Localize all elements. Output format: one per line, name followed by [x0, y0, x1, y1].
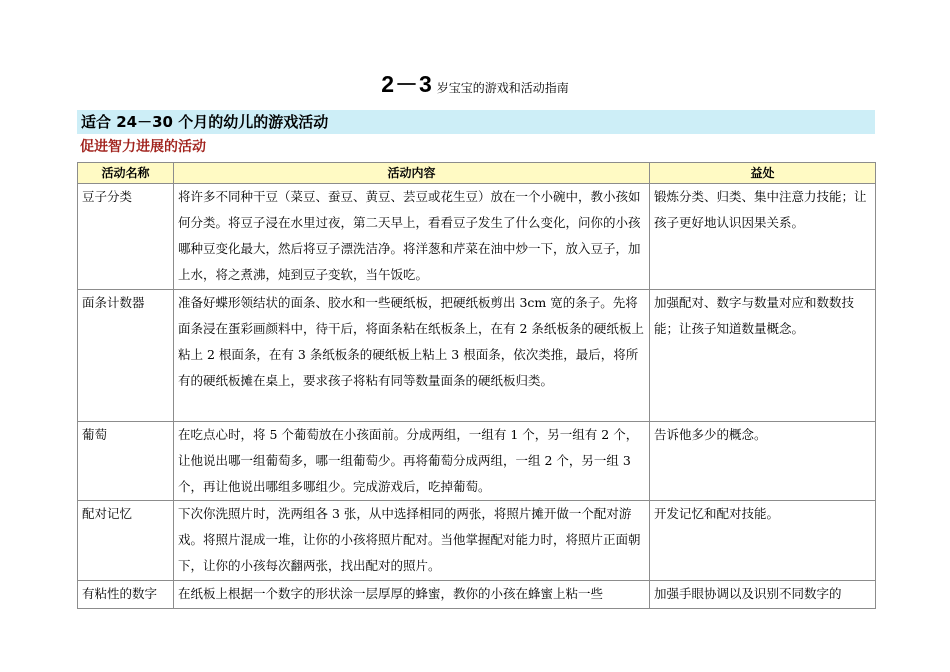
activity-name: 有粘性的数字 [78, 581, 174, 609]
title-subtitle: 岁宝宝的游戏和活动指南 [436, 81, 569, 95]
activity-benefit: 告诉他多少的概念。 [650, 422, 876, 501]
activity-benefit: 开发记忆和配对技能。 [650, 501, 876, 581]
title-number: 2－3 [381, 71, 433, 97]
table-row [78, 184, 876, 290]
table-row [78, 422, 876, 501]
activity-content: 下次你洗照片时，洗两组各 3 张，从中选择相同的两张，将照片摊开做一个配对游戏。将照片混成一堆，让你的小孩将照片配对。当他掌握配对能力时，将照片正面朝下，让你的小孩每次翻两张，找出配对的照片。 [174, 501, 650, 581]
table-row [78, 290, 876, 422]
activity-benefit: 锻炼分类、归类、集中注意力技能；让孩子更好地认识因果关系。 [650, 184, 876, 290]
activity-name: 豆子分类 [78, 184, 174, 290]
header-benefit: 益处 [650, 163, 876, 184]
page-title [0, 66, 950, 99]
activity-name: 面条计数器 [78, 290, 174, 422]
header-activity-name: 活动名称 [78, 163, 174, 184]
activity-table [77, 162, 876, 609]
activity-benefit: 加强配对、数字与数量对应和数数技能；让孩子知道数量概念。 [650, 290, 876, 422]
activity-content: 在吃点心时，将 5 个葡萄放在小孩面前。分成两组，一组有 1 个，另一组有 2 个，让他说出哪一组葡萄多，哪一组葡萄少。再将葡萄分成两组，一组 2 个，另一组 3 个，再让他说出哪组多哪组少。完成游戏后，吃掉葡萄。 [174, 422, 650, 501]
header-activity-content: 活动内容 [174, 163, 650, 184]
activity-name: 葡萄 [78, 422, 174, 501]
activity-name: 配对记忆 [78, 501, 174, 581]
table-row [78, 501, 876, 581]
activity-content: 准备好蝶形领结状的面条、胶水和一些硬纸板，把硬纸板剪出 3cm 宽的条子。先将面条浸在蛋彩画颜料中，待干后，将面条粘在纸板条上，在有 2 条纸板条的硬纸板上粘上 2 根面条，在有 3 条纸板条的硬纸板上粘上 3 根面条，依次类推，最后，将所有的硬纸板摊在桌上，要求孩子将粘有同等数量面条的硬纸板归类。 [174, 290, 650, 422]
activity-content: 在纸板上根据一个数字的形状涂一层厚厚的蜂蜜，教你的小孩在蜂蜜上粘一些 [174, 581, 650, 609]
table-row [78, 581, 876, 609]
subsection-heading: 促进智力进展的活动 [80, 139, 206, 155]
activity-content: 将许多不同种干豆（菜豆、蚕豆、黄豆、芸豆或花生豆）放在一个小碗中，教小孩如何分类。将豆子浸在水里过夜，第二天早上，看看豆子发生了什么变化，问你的小孩哪种豆变化最大，然后将豆子漂洗洁净。将洋葱和芹菜在油中炒一下，放入豆子，加上水，将之煮沸，炖到豆子变软，当午饭吃。 [174, 184, 650, 290]
activity-benefit: 加强手眼协调以及识别不同数字的 [650, 581, 876, 609]
table-header-row [78, 163, 876, 184]
section-heading: 适合 24－30 个月的幼儿的游戏活动 [77, 110, 875, 134]
